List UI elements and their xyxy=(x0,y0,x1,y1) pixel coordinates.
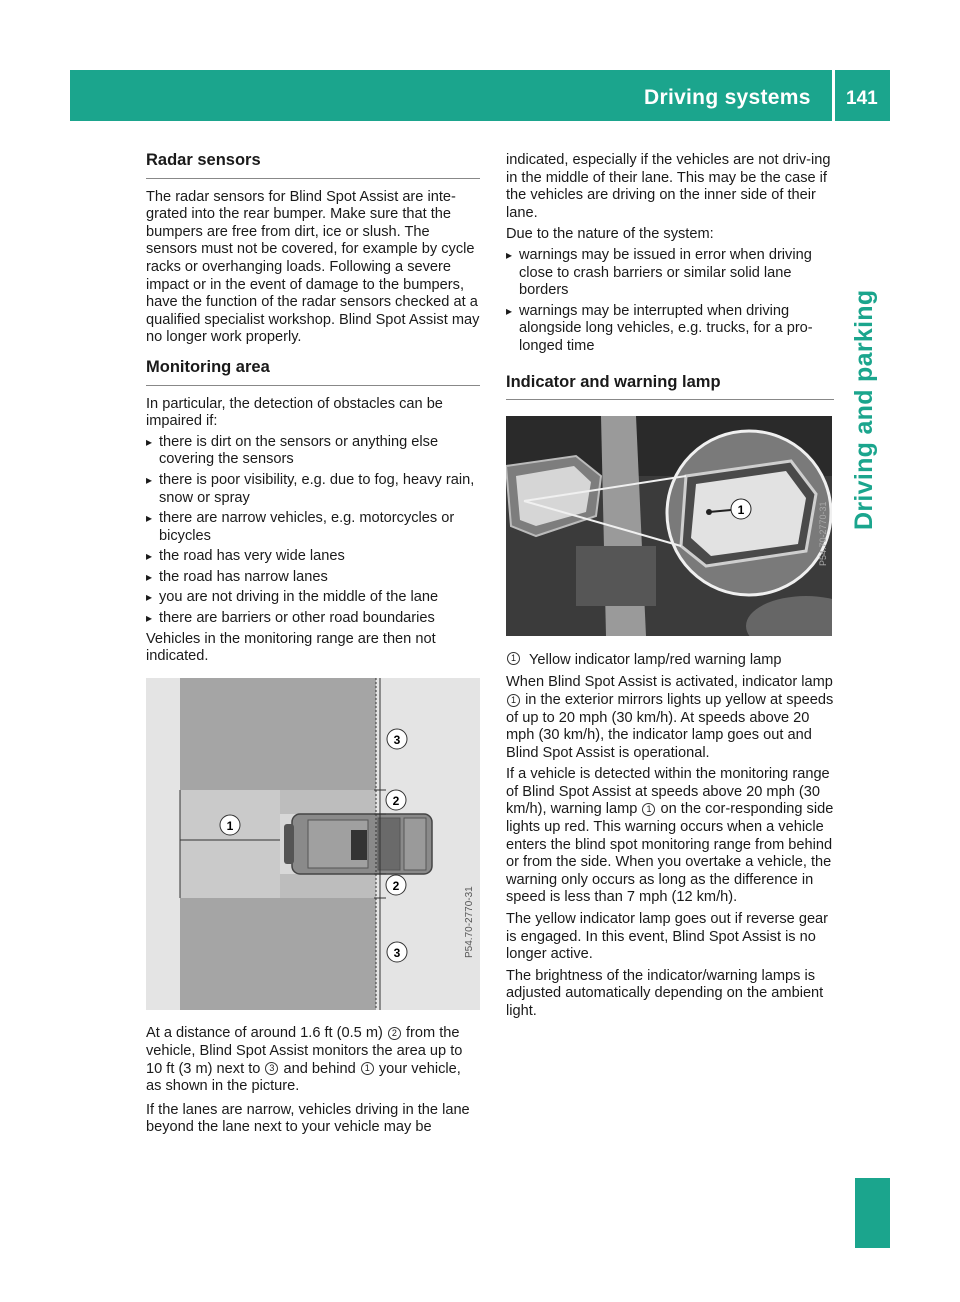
callout-2-bottom xyxy=(386,875,406,895)
photo-caption: 1 Yellow indicator lamp/red warning lamp xyxy=(506,652,834,670)
list-item: ▸ warnings may be interrupted when driving alongside long vehicles, e.g. trucks, for a pro-longed time xyxy=(506,303,834,356)
section-title: Driving systems xyxy=(644,86,811,109)
svg-text:2: 2 xyxy=(392,793,400,808)
indicator-paragraph-3: The yellow indicator lamp goes out if reverse gear is engaged. In this event, Blind Spot Assist is no longer active. xyxy=(506,911,829,963)
narrow-lanes-paragraph: If the lanes are narrow, vehicles driving in the lane beyond the lane next to your vehicle may be xyxy=(146,1101,470,1136)
monitoring-list xyxy=(146,434,480,628)
list-item: ▸ you are not driving in the middle of the lane xyxy=(146,589,480,607)
svg-text:1: 1 xyxy=(737,503,745,518)
list-item: ▸ there are barriers or other road boundaries xyxy=(146,610,480,628)
indicator-paragraph-4: The brightness of the indicator/warning lamps is adjusted automatically depending on the ambient light. xyxy=(506,967,824,1019)
nature-list xyxy=(506,247,834,356)
svg-text:3: 3 xyxy=(393,732,401,747)
svg-text:1: 1 xyxy=(226,818,234,833)
page-number: 141 xyxy=(846,88,878,109)
svg-text:2: 2 xyxy=(392,878,400,893)
photo-code: P54.70-2770-31 xyxy=(818,501,828,567)
diagram-code: P54.70-2770-31 xyxy=(464,886,475,958)
list-item: ▸ warnings may be issued in error when driving close to crash barriers or similar solid lane borders xyxy=(506,247,834,300)
mirror-photo xyxy=(506,416,834,642)
monitoring-area-heading: Monitoring area xyxy=(146,359,480,386)
caption-callout-1: 1 xyxy=(507,652,520,665)
callout-3-top xyxy=(387,729,407,749)
indicator-paragraph-1: When Blind Spot Assist is activated, indicator lamp 1 in the exterior mirrors lights up yellow at speeds of up to 20 mph (30 km/h). At speeds above 20 mph (30 km/h), the indicator lamp goes out and Blind Spot Assist is operational. xyxy=(506,674,834,761)
monitoring-outro: Vehicles in the monitoring range are then not indicated. xyxy=(146,630,436,665)
chapter-side-tab: Driving and parking xyxy=(850,289,878,530)
inline-callout-2: 2 xyxy=(388,1027,401,1040)
lane-diagram-svg xyxy=(146,678,480,1010)
continued-paragraph: indicated, especially if the vehicles are not driv-ing in the middle of their lane. This may be the case if the vehicles are driving on the inner side of their lane. xyxy=(506,152,831,221)
vehicle-top-view xyxy=(284,814,432,874)
left-column xyxy=(146,152,480,1140)
list-item: ▸ there is dirt on the sensors or anything else covering the sensors xyxy=(146,434,480,469)
svg-text:3: 3 xyxy=(393,945,401,960)
inline-callout-1: 1 xyxy=(361,1062,374,1075)
list-item: ▸ the road has narrow lanes xyxy=(146,569,480,587)
list-item: ▸ the road has very wide lanes xyxy=(146,548,480,566)
monitoring-area-diagram xyxy=(146,678,480,1016)
nature-intro: Due to the nature of the system: xyxy=(506,226,714,243)
monitoring-intro: In particular, the detection of obstacles can be impaired if: xyxy=(146,395,443,430)
radar-sensors-text: The radar sensors for Blind Spot Assist are inte-grated into the rear bumper. Make sure that the bumpers are free from dirt, ice or slush. The sensors must not be covered, for example by cycle racks or overhanging loads. Following a severe impact or in the event of damage to the bumpers, have the function of the radar sensors checked at a qualified specialist workshop. Blind Spot Assist may no longer work properly. xyxy=(146,188,480,346)
gap-zone-top xyxy=(280,790,376,814)
indicator-paragraph-2: If a vehicle is detected within the monitoring range of Blind Spot Assist at speeds above 20 mph (30 km/h), warning lamp 1 on the cor-responding side lights up red. This warning occurs when a vehicle enters the blind spot monitoring range from behind or from the side. When you overtake a vehicle, the warning only occurs as long as the difference in speed is less than 7 mph (12 km/h). xyxy=(506,766,834,906)
radar-sensors-heading: Radar sensors xyxy=(146,152,480,179)
side-zone-top xyxy=(280,678,376,790)
list-item: ▸ there is poor visibility, e.g. due to fog, heavy rain, snow or spray xyxy=(146,472,480,507)
callout-1 xyxy=(220,815,240,835)
side-zone-bottom xyxy=(280,898,376,1010)
chapter-marker xyxy=(855,1178,890,1248)
header-divider xyxy=(832,70,835,121)
callout-2-top xyxy=(386,790,406,810)
list-item: ▸ there are narrow vehicles, e.g. motorcycles or bicycles xyxy=(146,510,480,545)
right-column xyxy=(506,152,834,1024)
distance-paragraph: At a distance of around 1.6 ft (0.5 m) 2 from the vehicle, Blind Spot Assist monitors the area up to 10 ft (3 m) next to 3 and behind 1 your vehicle, as shown in the picture. xyxy=(146,1025,463,1095)
gap-zone-bottom xyxy=(280,874,376,898)
callout-3-bottom xyxy=(387,942,407,962)
indicator-heading: Indicator and warning lamp xyxy=(506,374,834,401)
inline-callout-3: 3 xyxy=(265,1062,278,1075)
mirror-photo-svg xyxy=(506,416,832,636)
rear-zone xyxy=(180,790,280,898)
